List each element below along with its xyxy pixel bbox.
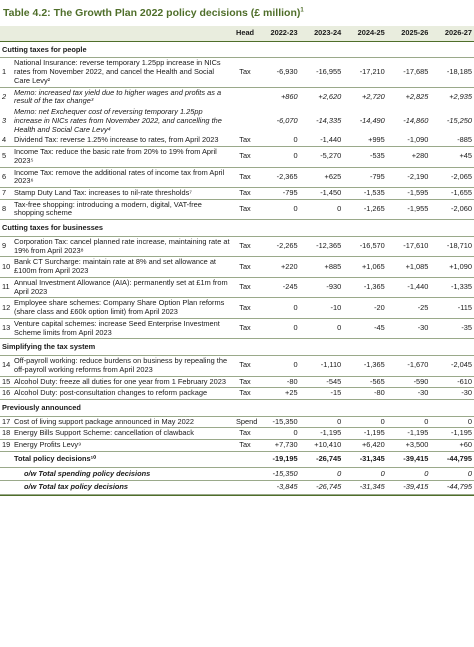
value-2024-25: -535 [343,147,387,167]
table-row [0,188,474,200]
value-2024-25: +6,420 [343,440,387,452]
policy-description: Income Tax: reduce the basic rate from 20% to 19% from April 2023⁵ [12,147,234,167]
value-2026-27: -35 [430,318,474,338]
row-number: 6 [0,167,12,187]
value-2024-25: 0 [343,416,387,428]
table-row [0,298,474,318]
row-number: 15 [0,376,12,388]
value-2022-23: +25 [256,388,300,400]
value-2024-25: -565 [343,376,387,388]
value-2026-27: -885 [430,135,474,146]
column-header-2022-23: 2022-23 [256,26,300,41]
value-2026-27: -1,335 [430,277,474,297]
table-row [0,167,474,187]
value-2023-24: -545 [300,376,344,388]
policy-description: Income Tax: remove the additional rates of income tax from April 2023⁶ [12,167,234,187]
table-row [0,135,474,146]
value-2022-23: -3,845 [256,481,300,495]
value-2026-27: +45 [430,147,474,167]
budget-head: Tax [234,440,256,452]
row-number: 7 [0,188,12,200]
row-number: 2 [2,92,7,102]
row-number: 5 [0,147,12,167]
memo-row [0,107,474,135]
table-body [0,41,474,494]
value-2026-27: 0 [430,467,474,481]
policy-decisions-table [0,26,474,495]
value-2024-25: -1,365 [343,277,387,297]
value-2023-24: 0 [300,199,344,219]
value-2022-23: -6,070 [276,115,298,125]
row-number [0,467,12,481]
value-2026-27: -115 [430,298,474,318]
row-number: 3 [2,115,7,125]
budget-head [234,467,256,481]
budget-head: Spend [234,416,256,428]
memo-row [0,87,474,107]
value-2023-24: -16,955 [300,58,344,87]
budget-head: Tax [234,147,256,167]
row-number: 13 [0,318,12,338]
value-2023-24: 0 [300,416,344,428]
column-header-2023-24: 2023-24 [300,26,344,41]
value-2024-25: -45 [343,318,387,338]
section-header-row [0,399,474,416]
value-2024-25: -31,345 [343,451,387,467]
value-2024-25: +2,720 [361,92,385,102]
value-2025-26: -590 [387,376,431,388]
row-number: 10 [0,257,12,277]
policy-description: Dividend Tax: reverse 1.25% increase to rates, from April 2023 [12,135,234,146]
value-2025-26: -30 [387,318,431,338]
section-header-row [0,220,474,237]
value-2022-23: -795 [256,188,300,200]
column-header-2026-27: 2026-27 [430,26,474,41]
value-2024-25: -80 [343,388,387,400]
section-header-row [0,41,474,58]
row-number: 18 [0,428,12,440]
row-number: 4 [0,135,12,146]
table-title-footnote: 1 [300,7,304,14]
value-2026-27: -1,195 [430,428,474,440]
table-row [0,257,474,277]
budget-head: Tax [234,58,256,87]
value-2022-23: -2,265 [256,236,300,256]
budget-head: Tax [234,428,256,440]
value-2026-27: -18,185 [430,58,474,87]
value-2024-25: -1,535 [343,188,387,200]
value-2024-25: -14,490 [359,115,385,125]
value-2026-27: -44,795 [430,481,474,495]
section-header-row [0,339,474,356]
value-2022-23: 0 [256,147,300,167]
value-2023-24: -1,110 [300,356,344,376]
value-2023-24: -10 [300,298,344,318]
table-row [0,58,474,87]
value-2022-23: 0 [256,199,300,219]
row-number: 12 [0,298,12,318]
row-number: 19 [0,440,12,452]
value-2024-25: -31,345 [343,481,387,495]
table-row [0,428,474,440]
budget-head: Tax [234,376,256,388]
value-2025-26: -39,415 [387,481,431,495]
value-2023-24: -26,745 [300,481,344,495]
value-2025-26: -25 [387,298,431,318]
budget-head: Tax [234,188,256,200]
policy-description: Annual Investment Allowance (AIA): permanently set at £1m from April 2023 [12,277,234,297]
table-row [0,147,474,167]
value-2024-25: -17,210 [343,58,387,87]
row-number: 16 [0,388,12,400]
value-2023-24: -1,450 [300,188,344,200]
value-2024-25: -1,265 [343,199,387,219]
budget-head: Tax [234,236,256,256]
table-row [0,318,474,338]
value-2022-23: -2,365 [256,167,300,187]
value-2023-24: -12,365 [300,236,344,256]
policy-description: Stamp Duty Land Tax: increases to nil-rate thresholds⁷ [12,188,234,200]
budget-head: Tax [234,167,256,187]
value-2026-27: +60 [430,440,474,452]
value-2025-26: -14,860 [403,115,429,125]
policy-description: Memo: increased tax yield due to higher wages and profits as a result of the tax change³ [14,87,222,106]
budget-head: Tax [234,135,256,146]
header-blank-desc [12,26,234,41]
value-2024-25: -20 [343,298,387,318]
value-2025-26: -1,955 [387,199,431,219]
budget-head: Tax [234,257,256,277]
value-2024-25: -16,570 [343,236,387,256]
value-2025-26: -17,685 [387,58,431,87]
table-row [0,440,474,452]
value-2025-26: -2,190 [387,167,431,187]
policy-description: Corporation Tax: cancel planned rate increase, maintaining rate at 19% from April 2023⁸ [12,236,234,256]
policy-description: Tax-free shopping: introducing a modern, digital, VAT-free shopping scheme [12,199,234,219]
value-2026-27: -2,045 [430,356,474,376]
value-2026-27: -30 [430,388,474,400]
value-2026-27: +1,090 [430,257,474,277]
table-row [0,376,474,388]
value-2025-26: 0 [387,416,431,428]
value-2025-26: -1,195 [387,428,431,440]
value-2024-25: +1,065 [343,257,387,277]
column-header-head: Head [234,26,256,41]
budget-head [234,107,256,135]
budget-head: Tax [234,298,256,318]
row-number: 17 [0,416,12,428]
policy-description: Off-payroll working: reduce burdens on business by repealing the off-payroll working reforms from April 2023 [12,356,234,376]
value-2022-23: 0 [256,318,300,338]
value-2025-26: -1,670 [387,356,431,376]
subtotal-row [0,481,474,495]
value-2023-24: +10,410 [300,440,344,452]
value-2023-24: -930 [300,277,344,297]
table-header [0,26,474,41]
policy-description: Memo: net Exchequer cost of reversing temporary 1.25pp increase in NICs rates from November 2022, and cancelling the Health and Social Care Levy⁴ [14,107,222,134]
policy-description: Total policy decisions¹⁰ [12,451,234,467]
policy-description: o/w Total spending policy decisions [12,467,234,481]
value-2022-23: -15,350 [256,467,300,481]
value-2024-25: 0 [343,467,387,481]
value-2026-27: -1,655 [430,188,474,200]
table-title-text: Table 4.2: The Growth Plan 2022 policy decisions (£ million) [3,7,301,19]
subtotal-row [0,467,474,481]
value-2025-26: -30 [387,388,431,400]
value-2025-26: -1,440 [387,277,431,297]
value-2026-27: +2,935 [449,92,472,102]
value-2025-26: +3,500 [387,440,431,452]
row-number: 9 [0,236,12,256]
value-2023-24: -1,440 [300,135,344,146]
policy-description: Employee share schemes: Company Share Option Plan reforms (share class and £60k option limit) from April 2023 [12,298,234,318]
budget-head [234,87,256,107]
value-2023-24: -26,745 [300,451,344,467]
policy-description: Bank CT Surcharge: maintain rate at 8% and set allowance at £100m from April 2023 [12,257,234,277]
budget-head: Tax [234,388,256,400]
value-2025-26: +1,085 [387,257,431,277]
table-row [0,236,474,256]
section-title: Previously announced [0,399,474,416]
value-2026-27: -15,250 [446,115,472,125]
value-2023-24: -15 [300,388,344,400]
value-2023-24: +625 [300,167,344,187]
value-2022-23: +7,730 [256,440,300,452]
budget-head: Tax [234,356,256,376]
table-row [0,416,474,428]
total-row [0,451,474,467]
section-title: Cutting taxes for businesses [0,220,474,237]
value-2026-27: -610 [430,376,474,388]
value-2026-27: -2,060 [430,199,474,219]
value-2024-25: +995 [343,135,387,146]
value-2022-23: -15,350 [256,416,300,428]
table-row [0,199,474,219]
value-2022-23: 0 [256,356,300,376]
value-2025-26: +280 [387,147,431,167]
budget-head [234,481,256,495]
policy-description: Cost of living support package announced in May 2022 [12,416,234,428]
table-bottom-rule [0,495,474,496]
value-2022-23: -245 [256,277,300,297]
header-row [0,26,474,41]
value-2024-25: -1,195 [343,428,387,440]
value-2026-27: -18,710 [430,236,474,256]
value-2023-24: +2,620 [318,92,342,102]
policy-description: Energy Profits Levy⁹ [12,440,234,452]
header-blank-num [0,26,12,41]
row-number: 1 [0,58,12,87]
value-2022-23: +860 [280,92,298,102]
section-title: Cutting taxes for people [0,41,474,58]
column-header-2025-26: 2025-26 [387,26,431,41]
value-2022-23: -80 [256,376,300,388]
budget-head: Tax [234,199,256,219]
policy-description: Alcohol Duty: post-consultation changes to reform package [12,388,234,400]
value-2024-25: -795 [343,167,387,187]
column-header-2024-25: 2024-25 [343,26,387,41]
table-row [0,356,474,376]
value-2022-23: 0 [256,135,300,146]
value-2025-26: -39,415 [387,451,431,467]
value-2022-23: -6,930 [256,58,300,87]
value-2026-27: -44,795 [430,451,474,467]
table-row [0,388,474,400]
value-2025-26: -17,610 [387,236,431,256]
policy-description: Energy Bills Support Scheme: cancellation of clawback [12,428,234,440]
value-2022-23: +220 [256,257,300,277]
value-2025-26: +2,825 [405,92,429,102]
row-number: 8 [0,199,12,219]
value-2026-27: -2,065 [430,167,474,187]
value-2023-24: 0 [300,467,344,481]
value-2023-24: +885 [300,257,344,277]
policy-description: Venture capital schemes: increase Seed Enterprise Investment Scheme limits from April 2023 [12,318,234,338]
value-2023-24: -1,195 [300,428,344,440]
table-title [3,7,304,19]
row-number [0,451,12,467]
value-2022-23: 0 [256,298,300,318]
budget-head [234,451,256,467]
value-2025-26: -1,090 [387,135,431,146]
row-number: 14 [0,356,12,376]
table-row [0,277,474,297]
value-2023-24: 0 [300,318,344,338]
budget-head: Tax [234,318,256,338]
policy-description: Alcohol Duty: freeze all duties for one year from 1 February 2023 [12,376,234,388]
section-title: Simplifying the tax system [0,339,474,356]
value-2025-26: -1,595 [387,188,431,200]
policy-description: National Insurance: reverse temporary 1.25pp increase in NICs rates from November 2022, and cancel the Health and Social Care Levy² [12,58,234,87]
value-2023-24: -14,335 [316,115,342,125]
value-2022-23: 0 [256,428,300,440]
row-number [0,481,12,495]
value-2024-25: -1,365 [343,356,387,376]
value-2026-27: 0 [430,416,474,428]
value-2025-26: 0 [387,467,431,481]
policy-description: o/w Total tax policy decisions [12,481,234,495]
value-2023-24: -5,270 [300,147,344,167]
row-number: 11 [0,277,12,297]
value-2022-23: -19,195 [256,451,300,467]
budget-head: Tax [234,277,256,297]
